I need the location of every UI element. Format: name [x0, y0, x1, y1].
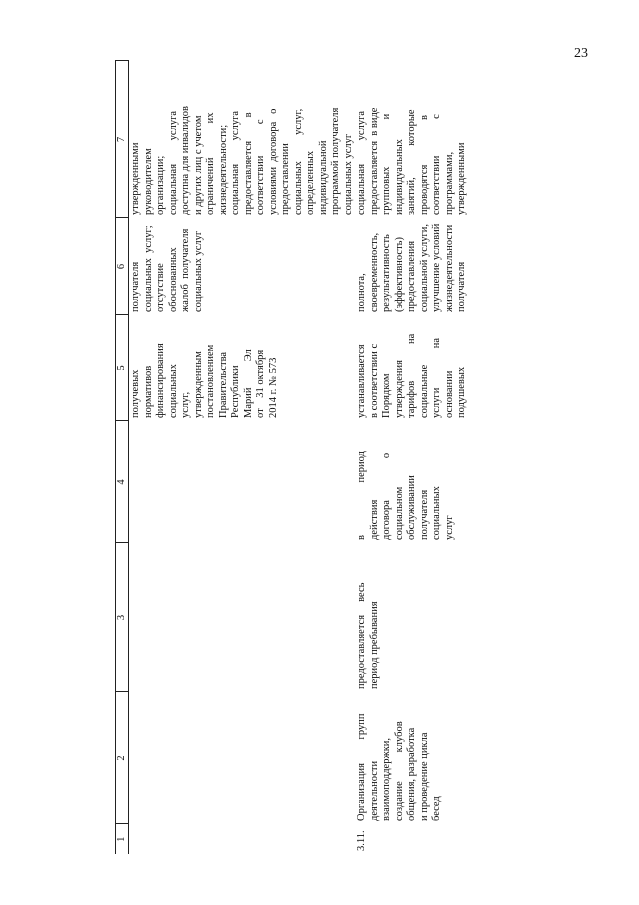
text-line: соответствии с	[255, 119, 266, 215]
text-line: в соответствии с	[368, 343, 380, 418]
text-line: Порядком	[381, 373, 392, 418]
text-line: социальных	[431, 486, 442, 540]
text-line: подушевых	[456, 366, 467, 418]
cont-cell-7	[129, 61, 356, 218]
text-line: получателя	[130, 261, 141, 312]
text-line: программой получателя	[330, 107, 341, 215]
text-line: постановлением	[205, 344, 216, 418]
text-line: действия	[368, 499, 380, 540]
text-line: обоснованных	[167, 247, 179, 312]
column-number-row	[116, 61, 129, 854]
text-line: групповых и	[381, 113, 392, 215]
text-line: финансирования	[155, 343, 166, 418]
text-line: и других лиц с учетом	[192, 115, 204, 215]
table-row-3-11	[355, 61, 474, 854]
text-line: основании	[443, 370, 455, 418]
col-header-7: 7	[116, 61, 129, 218]
text-line: индивидуальных	[393, 139, 405, 215]
text-line: социальных услуг;	[142, 225, 154, 312]
text-line: взаимоподдержки,	[381, 737, 392, 821]
cont-cell-4	[129, 421, 356, 543]
text-line: предоставляется в	[242, 112, 254, 215]
text-line: социальная услуга	[167, 110, 179, 215]
text-line: соответствии с	[431, 114, 442, 215]
col-header-1: 1	[116, 824, 129, 854]
row-number-cell: 3.11.	[356, 830, 367, 851]
text-line: Организация групп	[356, 713, 367, 821]
text-line: создание клубов	[393, 721, 405, 821]
cont-cell-2	[129, 692, 356, 824]
col-header-6: 6	[116, 218, 129, 315]
text-line: общения, разработка	[406, 727, 417, 821]
text-line: социальном	[393, 486, 405, 540]
text-line: своевременность,	[368, 232, 380, 312]
text-line: (эффективность)	[393, 237, 405, 312]
service-name-cell	[355, 692, 474, 824]
text-line: социальных услуг	[342, 133, 354, 215]
text-line: 2014 г. № 573	[267, 357, 279, 418]
text-line: утверждения	[393, 360, 405, 418]
text-line: бесед	[431, 796, 442, 821]
text-line: и проведение цикла	[418, 732, 430, 821]
cont-cell-1	[129, 824, 356, 854]
tariff-cell	[355, 315, 474, 421]
text-line: устанавливается	[356, 344, 367, 418]
cont-cell-5	[129, 315, 356, 421]
text-line: услуг,	[180, 391, 191, 418]
conditions-cell	[355, 61, 474, 218]
text-line: получевых	[130, 369, 141, 418]
page-number: 23	[574, 46, 588, 61]
rotated-table-container	[115, 49, 467, 854]
col-header-2: 2	[116, 692, 129, 824]
text-line: социальные	[418, 364, 430, 418]
service-period-cell	[355, 543, 474, 692]
text-line: утвержденными	[130, 142, 141, 215]
text-line: услуги на	[431, 338, 442, 418]
text-line: от 31 октября	[255, 349, 266, 418]
text-line: организации;	[155, 155, 166, 215]
text-line: предоставляется весь	[356, 582, 367, 689]
text-line: отсутствие	[155, 263, 166, 312]
text-line: предоставляется в виде	[368, 107, 380, 215]
text-line: утвержденным	[192, 351, 204, 418]
text-line: договора о	[381, 452, 392, 540]
text-line: проводятся в	[418, 115, 430, 215]
text-line: жизнедеятельности	[443, 224, 455, 312]
text-line: получателя	[418, 489, 430, 540]
text-line: занятий, которые	[406, 109, 417, 215]
text-line: утвержденными	[456, 142, 467, 215]
text-line: социальная услуга	[230, 110, 241, 215]
cont-cell-3	[129, 543, 356, 692]
text-line: услуг	[443, 515, 455, 540]
text-line: Марий Эл	[242, 349, 254, 418]
text-line: улучшение условий	[431, 223, 442, 312]
text-line: социальных	[167, 364, 179, 418]
text-line: нормативов	[142, 365, 154, 418]
text-line: полнота,	[356, 273, 367, 312]
text-line: социальной услуги,	[418, 224, 430, 312]
text-line: обслуживании	[406, 475, 417, 540]
text-line: доступна для инвалидов	[180, 106, 191, 215]
col-header-5: 5	[116, 315, 129, 421]
text-line: в период	[356, 451, 367, 540]
text-line: социальных услуг	[192, 230, 204, 312]
text-line: Республики	[230, 365, 241, 418]
text-line: ограничений их	[205, 112, 216, 215]
text-line: жизнедеятельности;	[217, 124, 229, 215]
text-line: индивидуальной	[317, 140, 329, 215]
text-line: программами,	[443, 151, 455, 215]
service-term-cell	[355, 421, 474, 543]
text-line: предоставлении	[280, 143, 291, 215]
text-line: период пребывания	[368, 601, 380, 689]
col-header-3: 3	[116, 543, 129, 692]
text-line: тарифов на	[406, 333, 417, 418]
cont-cell-6	[129, 218, 356, 315]
services-table	[115, 61, 474, 855]
continuation-row	[129, 61, 356, 854]
text-line: деятельности	[368, 760, 380, 821]
text-line: условиями договора о	[267, 108, 279, 215]
text-line: предоставления	[406, 240, 417, 312]
text-line: жалоб получателя	[180, 228, 191, 312]
col-header-4: 4	[116, 421, 129, 543]
text-line: социальных услуг,	[292, 108, 304, 215]
text-line: Правительства	[217, 351, 229, 418]
quality-indicators-cell	[355, 218, 474, 315]
text-line: результативность	[381, 234, 392, 312]
text-line: социальная услуга	[356, 110, 367, 215]
text-line: определенных	[305, 150, 316, 215]
text-line: получателя	[456, 261, 467, 312]
text-line: руководителем	[142, 148, 154, 215]
